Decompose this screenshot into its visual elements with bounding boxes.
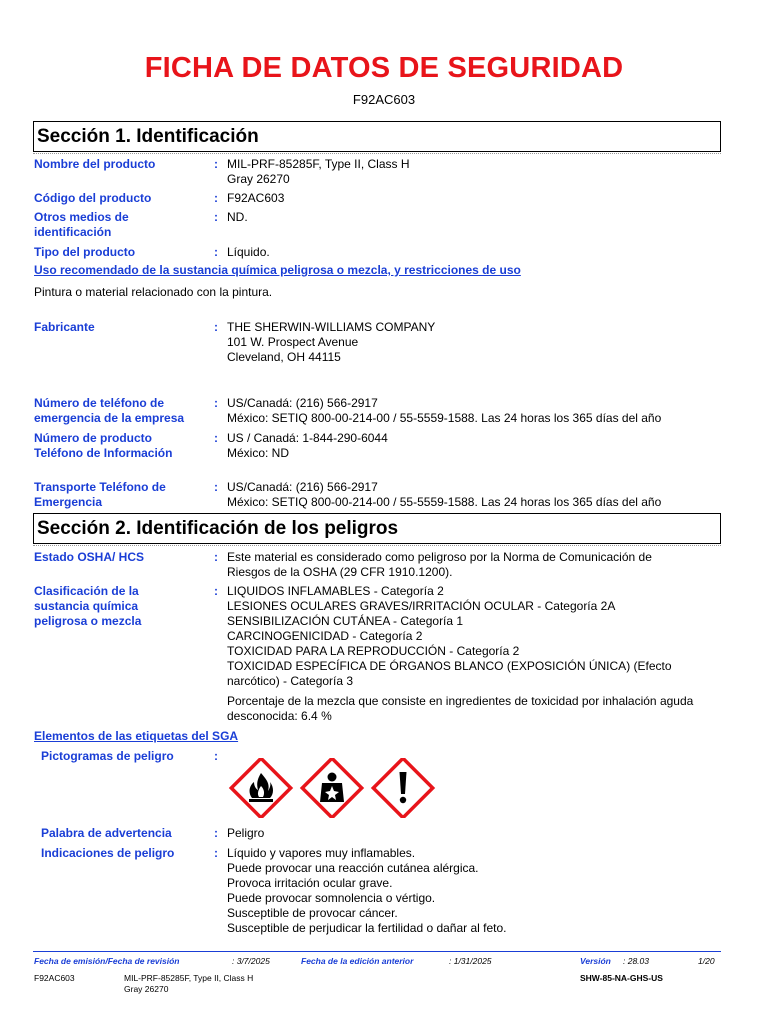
emergency-phone-label: Número de teléfono de (34, 396, 165, 410)
manufacturer-line: Cleveland, OH 44115 (227, 350, 341, 364)
hazard-statements-label: Indicaciones de peligro (41, 846, 175, 860)
other-id-value: ND. (227, 210, 248, 224)
exclamation-pictogram-icon (373, 758, 432, 817)
hazard-statement: Puede provocar somnolencia o vértigo. (227, 891, 436, 905)
colon: : (214, 826, 218, 840)
footer-divider (33, 951, 721, 952)
colon: : (214, 210, 218, 224)
section-1-header: Sección 1. Identificación (33, 121, 721, 152)
transport-phone-label: Transporte Teléfono de (34, 480, 166, 494)
recommended-use-text: Pintura o material relacionado con la pintura. (34, 285, 273, 299)
signal-word-value: Peligro (227, 826, 265, 840)
colon: : (214, 396, 218, 410)
manufacturer-label: Fabricante (34, 320, 95, 334)
colon: : (214, 480, 218, 494)
transport-phone-line: US/Canadá: (216) 566-2917 (227, 480, 378, 494)
other-id-label: identificación (34, 225, 112, 239)
classification-line: LIQUIDOS INFLAMABLES - Categoría 2 (227, 584, 444, 598)
footer-product-line: Gray 26270 (124, 984, 169, 994)
mixture-toxicity-line: desconocida: 6.4 % (227, 709, 332, 723)
product-name-line: MIL-PRF-85285F, Type II, Class H (227, 157, 410, 171)
transport-phone-line: México: SETIQ 800-00-214-00 / 55-5559-1588. Las 24 horas los 365 días del año (227, 495, 662, 509)
footer-doc-id: SHW-85-NA-GHS-US (580, 973, 663, 983)
colon: : (214, 846, 218, 860)
hazard-statement: Líquido y vapores muy inflamables. (227, 846, 416, 860)
product-phone-line: US / Canadá: 1-844-290-6044 (227, 431, 388, 445)
section-2-header: Sección 2. Identificación de los peligros (33, 513, 721, 544)
colon: : (214, 157, 218, 171)
colon: : (214, 245, 218, 259)
product-type-value: Líquido. (227, 245, 270, 259)
other-id-label: Otros medios de (34, 210, 129, 224)
classification-line: TOXICIDAD ESPECÍFICA DE ÓRGANOS BLANCO (EXPOSICIÓN ÚNICA) (Efecto (227, 659, 672, 673)
colon: : (214, 584, 218, 598)
signal-word-label: Palabra de advertencia (41, 826, 172, 840)
colon: : (214, 749, 218, 763)
pictograms-label: Pictogramas de peligro (41, 749, 174, 763)
hazard-statement: Puede provocar una reacción cutánea alérgica. (227, 861, 479, 875)
colon: : (214, 550, 218, 564)
osha-status-label: Estado OSHA/ HCS (34, 550, 145, 564)
product-name-label: Nombre del producto (34, 157, 156, 171)
footer-version: : 28.03 (623, 956, 649, 966)
colon: : (214, 431, 218, 445)
manufacturer-line: THE SHERWIN-WILLIAMS COMPANY (227, 320, 436, 334)
classification-label: peligrosa o mezcla (34, 614, 142, 628)
health-hazard-pictogram-icon (302, 758, 361, 817)
product-code-value: F92AC603 (227, 191, 285, 205)
classification-label: sustancia química (34, 599, 139, 613)
footer-version-label: Versión (580, 956, 611, 966)
emergency-phone-line: US/Canadá: (216) 566-2917 (227, 396, 378, 410)
section-1-divider (33, 153, 721, 154)
document-code: F92AC603 (352, 92, 416, 107)
colon: : (214, 320, 218, 334)
emergency-phone-label: emergencia de la empresa (34, 411, 185, 425)
flame-pictogram-icon (231, 758, 290, 817)
classification-line: SENSIBILIZACIÓN CUTÁNEA - Categoría 1 (227, 614, 464, 628)
product-type-label: Tipo del producto (34, 245, 136, 259)
colon: : (214, 191, 218, 205)
emergency-phone-line: México: SETIQ 800-00-214-00 / 55-5559-1588. Las 24 horas los 365 días del año (227, 411, 662, 425)
footer-page-number: 1/20 (698, 956, 715, 966)
section-2-divider (33, 545, 721, 546)
hazard-statement: Susceptible de perjudicar la fertilidad o dañar al feto. (227, 921, 507, 935)
hazard-statement: Provoca irritación ocular grave. (227, 876, 393, 890)
recommended-use-link[interactable]: Uso recomendado de la sustancia química peligrosa o mezcla, y restricciones de uso (34, 263, 521, 277)
classification-line: LESIONES OCULARES GRAVES/IRRITACIÓN OCULAR - Categoría 2A (227, 599, 616, 613)
footer-issue-date: : 3/7/2025 (232, 956, 270, 966)
hazard-pictograms (228, 758, 448, 818)
classification-label: Clasificación de la (34, 584, 139, 598)
transport-phone-label: Emergencia (34, 495, 103, 509)
classification-line: CARCINOGENICIDAD - Categoría 2 (227, 629, 423, 643)
footer-prev-label: Fecha de la edición anterior (301, 956, 414, 966)
product-phone-label: Número de producto (34, 431, 153, 445)
classification-line: narcótico) - Categoría 3 (227, 674, 354, 688)
footer-product-line: MIL-PRF-85285F, Type II, Class H (124, 973, 254, 983)
classification-line: TOXICIDAD PARA LA REPRODUCCIÓN - Categoría 2 (227, 644, 520, 658)
footer-prev-date: : 1/31/2025 (449, 956, 492, 966)
product-phone-line: México: ND (227, 446, 290, 460)
document-title: FICHA DE DATOS DE SEGURIDAD (144, 52, 624, 84)
ghs-label-elements-link[interactable]: Elementos de las etiquetas del SGA (34, 729, 239, 743)
product-phone-label: Teléfono de Información (34, 446, 173, 460)
manufacturer-line: 101 W. Prospect Avenue (227, 335, 359, 349)
product-code-label: Código del producto (34, 191, 152, 205)
osha-status-line: Este material es considerado como peligroso por la Norma de Comunicación de (227, 550, 652, 564)
hazard-statement: Susceptible de provocar cáncer. (227, 906, 398, 920)
footer-issue-label: Fecha de emisión/Fecha de revisión (34, 956, 180, 966)
osha-status-line: Riesgos de la OSHA (29 CFR 1910.1200). (227, 565, 453, 579)
footer-product (124, 973, 253, 995)
footer-code: F92AC603 (34, 973, 75, 983)
product-name-line: Gray 26270 (227, 172, 290, 186)
mixture-toxicity-line: Porcentaje de la mezcla que consiste en ingredientes de toxicidad por inhalación aguda (227, 694, 694, 708)
